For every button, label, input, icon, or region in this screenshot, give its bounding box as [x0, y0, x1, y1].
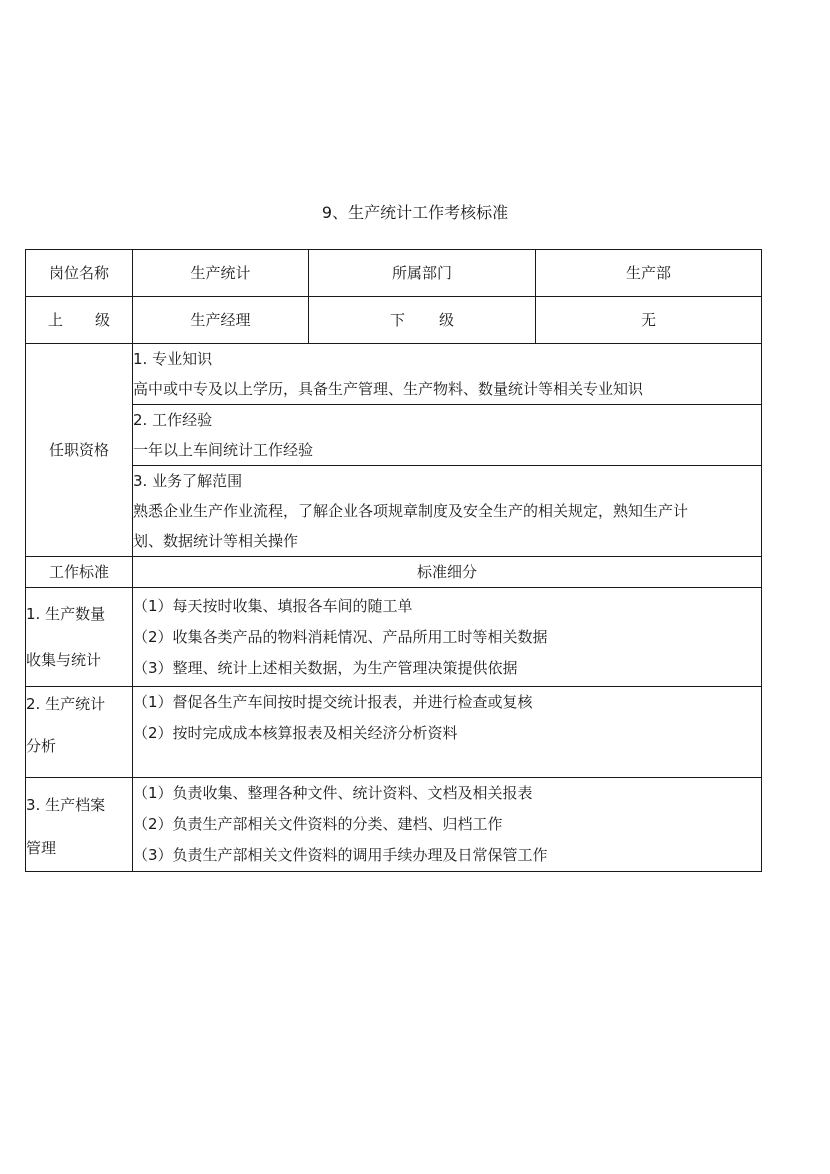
- qualification-row-1: [26, 344, 762, 405]
- subordinate-label-b: 级: [439, 311, 455, 329]
- subordinate-label-a: 下: [389, 311, 405, 329]
- assessment-table: [25, 249, 762, 872]
- standard-item-1-3: （3）整理、统计上述相关数据，为生产管理决策提供依据: [133, 658, 518, 677]
- standard-item-2-2: （2）按时完成成本核算报表及相关经济分析资料: [133, 724, 458, 742]
- standard-item-1-2: （2）收集各类产品的物料消耗情况、产品所用工时等相关数据: [133, 627, 548, 646]
- qualification-heading-3: 3. 业务了解范围: [133, 472, 243, 490]
- standard-items-3: [133, 778, 762, 872]
- standard-label-2a: 2. 生产统计: [26, 695, 106, 713]
- standard-item-3-3: （3）负责生产部相关文件资料的调用手续办理及日常保管工作: [133, 846, 548, 864]
- post-label: 岗位名称: [26, 250, 133, 297]
- standard-items-1: [133, 588, 762, 687]
- standard-label-1a: 1. 生产数量: [26, 605, 106, 623]
- standard-label-1: [26, 588, 133, 687]
- standard-label-3a: 3. 生产档案: [26, 795, 106, 814]
- standard-label-1b: 收集与统计: [26, 651, 102, 669]
- standards-col1-header: 工作标准: [26, 557, 133, 588]
- header-row-post: [26, 250, 762, 297]
- qualification-item-1: [133, 344, 762, 405]
- standards-col2-header: 标准细分: [133, 557, 762, 588]
- standard-items-2: [133, 687, 762, 778]
- qualification-label: 任职资格: [26, 344, 133, 557]
- standard-label-3: [26, 778, 133, 872]
- standard-label-3b: 管理: [26, 838, 57, 857]
- standard-row-1: [26, 588, 762, 687]
- standard-item-3-1: （1）负责收集、整理各种文件、统计资料、文档及相关报表: [133, 784, 533, 802]
- post-value: 生产统计: [133, 250, 309, 297]
- standard-item-3-2: （2）负责生产部相关文件资料的分类、建档、归档工作: [133, 815, 503, 833]
- qualification-item-3: [133, 466, 762, 557]
- dept-label: 所属部门: [309, 250, 536, 297]
- standards-header-row: [26, 557, 762, 588]
- superior-label-a: 上: [48, 311, 64, 329]
- standard-label-2b: 分析: [26, 737, 57, 755]
- standard-item-2-1: （1）督促各生产车间按时提交统计报表，并进行检查或复核: [133, 693, 533, 711]
- qualification-text-3a: 熟悉企业生产作业流程，了解企业各项规章制度及安全生产的相关规定，熟知生产计: [133, 502, 689, 520]
- document-title: 9、生产统计工作考核标准: [321, 203, 509, 222]
- superior-label-b: 级: [94, 311, 110, 329]
- qualification-text-2: 一年以上车间统计工作经验: [133, 441, 314, 459]
- qualification-heading-1: 1. 专业知识: [133, 350, 213, 368]
- standard-item-1-1: （1）每天按时收集、填报各车间的随工单: [133, 596, 413, 615]
- subordinate-value: 无: [536, 297, 762, 344]
- qualification-text-1: 高中或中专及以上学历，具备生产管理、生产物料、数量统计等相关专业知识: [133, 380, 644, 398]
- qualification-row-2: [26, 405, 762, 466]
- subordinate-label: [309, 297, 536, 344]
- qualification-heading-2: 2. 工作经验: [133, 411, 213, 429]
- qualification-row-3: [26, 466, 762, 557]
- header-row-superior: [26, 297, 762, 344]
- superior-label: [26, 297, 133, 344]
- standard-row-2: [26, 687, 762, 778]
- qualification-item-2: [133, 405, 762, 466]
- superior-value: 生产经理: [133, 297, 309, 344]
- standard-label-2: [26, 687, 133, 778]
- standard-row-3: [26, 778, 762, 872]
- qualification-text-3b: 划、数据统计等相关操作: [133, 532, 299, 550]
- dept-value: 生产部: [536, 250, 762, 297]
